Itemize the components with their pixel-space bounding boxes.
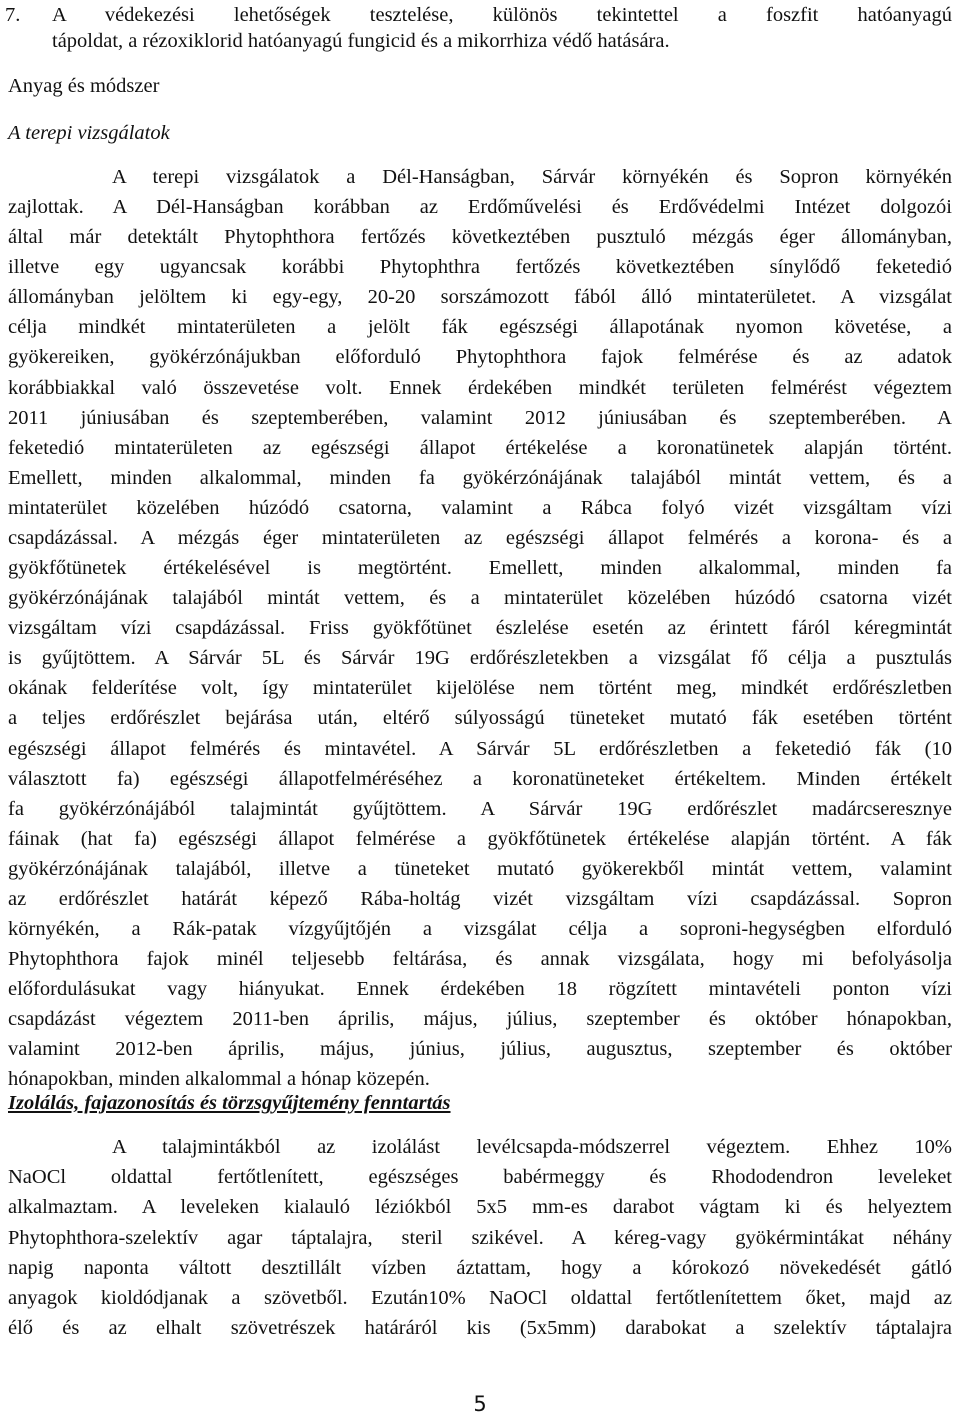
- text-line: vizsgáltam vízi csapdázással. Friss gyökfőtünet észlelése esetén az érintett fáról kéregmintát: [8, 617, 952, 640]
- text-line: az erdőrészlet határát képező Rába-holtág vizét vizsgáltam vízi csapdázással. Sopron: [8, 887, 952, 910]
- text-line: is gyűjtöttem. A Sárvár 5L és Sárvár 19G erdőrészletekben a vizsgálat fő célja a pusztulás: [8, 647, 952, 670]
- text-line: egészségi állapot felmérés és mintavétel. A Sárvár 5L erdőrészletben a feketedió fák (10: [8, 737, 952, 760]
- text-line: valamint 2012-ben április, május, június, július, augusztus, szeptember és október: [8, 1038, 952, 1061]
- text-line: okának felderítése volt, így mintaterület kijelölése nem történt meg, mindkét erdőrészletben: [8, 677, 952, 700]
- subsection-title: A terepi vizsgálatok: [8, 122, 170, 144]
- text-line: anyagok kioldódjanak a szövetből. Ezután10% NaOCl oldattal fertőtlenítettem őket, majd az: [8, 1287, 952, 1309]
- item-line: tápoldat, a rézoxiklorid hatóanyagú fungicid és a mikorrhiza védő hatására.: [52, 30, 670, 52]
- text-line: fáinak (hat fa) egészségi állapot felmérése a gyökfőtünetek értékelése alapján történt. A fák: [8, 827, 952, 850]
- text-line: előfordulásukat vagy hiányukat. Ennek érdekében 18 rögzített mintavételi ponton vízi: [8, 978, 952, 1001]
- text-line: Phytophthora fajok minél teljesebb feltárása, és annak vizsgálata, hogy mi befolyásolja: [8, 948, 952, 971]
- text-line: gyökereiken, gyökérzónájukban előforduló Phytophthora fajok felmérése és az adatok: [8, 346, 952, 369]
- text-line: Emellett, minden alkalommal, minden fa gyökérzónájának talajából mintát vettem, és a: [8, 466, 952, 489]
- text-line: csapdázással. A mézgás éger mintaterületen az egészségi állapot felmérés a korona- és a: [8, 526, 952, 549]
- text-line: gyökfőtünetek értékelésével is megtörtént. Emellett, minden alkalommal, minden fa: [8, 557, 952, 580]
- text-line: csapdázást végeztem 2011-ben április, május, július, szeptember és október hónapokban,: [8, 1008, 952, 1031]
- text-line: Phytophthora-szelektív agar táptalajra, steril szikével. A kéreg-vagy gyökérmintákat néhány: [8, 1226, 952, 1249]
- text-line: hónapokban, minden alkalommal a hónap közepén.: [8, 1068, 430, 1091]
- text-line: környékén, a Rák-patak vízgyűjtőjén a vizsgálat célja a soproni-hegységben elforduló: [8, 918, 952, 940]
- text-line: napig naponta váltott desztillált vízben áztattam, hogy a kórokozó növekedését gátló: [8, 1256, 952, 1279]
- text-line: élő és az elhalt szövetrészek határáról kis (5x5mm) darabokat a szelektív táptalajra: [8, 1317, 952, 1340]
- text-line: NaOCl oldattal fertőtlenített, egészséges babérmeggy és Rhododendron leveleket: [8, 1166, 952, 1189]
- item-line: A védekezési lehetőségek tesztelése, különös tekintettel a foszfit hatóanyagú: [52, 4, 952, 26]
- text-line: a teljes erdőrészlet bejárása után, eltérő súlyosságú tüneteket mutató fák esetében történt: [8, 707, 952, 730]
- subsection-title-isolation: Izolálás, fajazonosítás és törzsgyűjtemény fenntartás: [8, 1092, 451, 1114]
- text-line: feketedió mintaterületen az egészségi állapot értékelése a koronatünetek alapján történt.: [8, 436, 952, 459]
- page-number: 5: [473, 1392, 487, 1416]
- text-line: A talajmintákból az izolálást levélcsapda-módszerrel végeztem. Ehhez 10%: [112, 1136, 952, 1158]
- item-number: 7.: [5, 4, 21, 26]
- text-line: gyökérzónájának talajából, illetve a tüneteket mutató gyökerekből mintát vettem, valamint: [8, 857, 952, 880]
- text-line: korábbiakkal való összevetése volt. Ennek érdekében mindkét területen felmérést végeztem: [8, 376, 952, 399]
- text-line: illetve egy ugyancsak korábbi Phytophthra fertőzés következtében sínylődő feketedió: [8, 256, 952, 279]
- section-title: Anyag és módszer: [8, 75, 160, 97]
- text-line: választott fa) egészségi állapotfelméréséhez a koronatüneteket értékeltem. Minden értékelt: [8, 767, 952, 790]
- numbered-item-7: [5, 2, 952, 54]
- text-line: fa gyökérzónájából talajmintát gyűjtöttem. A Sárvár 19G erdőrészlet madárcseresznye: [8, 797, 952, 820]
- text-line: zajlottak. A Dél-Hanságban korábban az Erdőművelési és Erdővédelmi Intézet dolgozói: [8, 196, 952, 219]
- text-line: által már detektált Phytophthora fertőzés következtében pusztuló mézgás éger állományban,: [8, 226, 952, 249]
- text-line: állományban jelöltem ki egy-egy, 20-20 sorszámozott fából álló mintaterületet. A vizsgálat: [8, 286, 952, 309]
- text-line: célja mindkét mintaterületen a jelölt fák egészségi állapotának nyomon követése, a: [8, 316, 952, 339]
- text-line: alkalmaztam. A leveleken kialauló léziókból 5x5 mm-es darabot vágtam ki és helyeztem: [8, 1196, 952, 1219]
- text-line: 2011 júniusában és szeptemberében, valamint 2012 júniusában és szeptemberében. A: [8, 406, 952, 429]
- text-line: mintaterület közelében húzódó csatorna, valamint a Rábca folyó vizét vizsgáltam vízi: [8, 496, 952, 519]
- text-line: A terepi vizsgálatok a Dél-Hanságban, Sárvár környékén és Sopron környékén: [112, 166, 952, 188]
- text-line: gyökérzónájának talajából mintát vettem, és a mintaterület közelében húzódó csatorna vizét: [8, 587, 952, 610]
